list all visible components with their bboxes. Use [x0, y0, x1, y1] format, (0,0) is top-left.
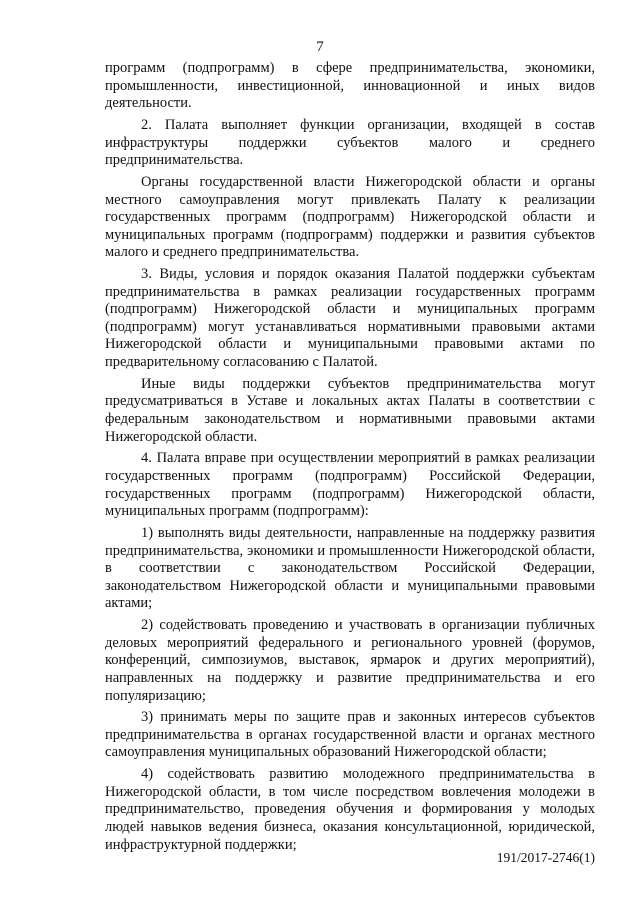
paragraph: 3) принимать меры по защите прав и законных интересов субъектов предпринимательства в органах государственной власти и органах местного самоуправления муниципальных образований Нижегородской области;: [105, 709, 595, 761]
paragraph: программ (подпрограмм) в сфере предпринимательства, экономики, промышленности, инвестиционной, инновационной и иных видов деятельности.: [105, 60, 595, 112]
paragraph: Органы государственной власти Нижегородской области и органы местного самоуправления могут привлекать Палату к реализации государственных программ (подпрограмм) Нижегородской области и муниципальных программ (подпрограмм) поддержки и развития субъектов малого и среднего предпринимательства.: [105, 173, 595, 261]
document-id: 191/2017-2746(1): [496, 850, 595, 865]
page-number: 7: [316, 39, 324, 55]
paragraph: 4) содействовать развитию молодежного предпринимательства в Нижегородской области, в том числе посредством вовлечения молодежи в предпринимательство, проведения обучения и формирования у молодых людей навыков ведения бизнеса, оказания консультационной, юридической, инфраструктурной поддержки;: [105, 766, 595, 853]
document-body: [105, 60, 595, 858]
paragraph: 3. Виды, условия и порядок оказания Палатой поддержки субъектам предпринимательства в рамках реализации государственных программ (подпрограмм) Нижегородской области и муниципальных программ (подпрограмм) могут устанавливаться нормативными правовыми актами Нижегородской области и муниципальными правовыми актами по предварительному согласованию с Палатой.: [105, 266, 595, 371]
paragraph: 2) содействовать проведению и участвовать в организации публичных деловых мероприятий федерального и регионального уровней (форумов, конференций, симпозиумов, выставок, ярмарок и других мероприятий), направленных на поддержку и развитие предпринимательства и его популяризацию;: [105, 617, 595, 704]
paragraph: 1) выполнять виды деятельности, направленные на поддержку развития предпринимательства, экономики и промышленности Нижегородской области, в соответствии с законодательством Российской Федерации, законодательством Нижегородской области и муниципальными правовыми актами;: [105, 524, 595, 612]
paragraph: 2. Палата выполняет функции организации, входящей в состав инфраструктуры поддержки субъектов малого и среднего предпринимательства.: [105, 116, 595, 169]
paragraph: 4. Палата вправе при осуществлении мероприятий в рамках реализации государственных программ (подпрограмм) Российской Федерации, государственных программ (подпрограмм) Нижегородской области, муниципальных программ (подпрограмм):: [105, 450, 595, 520]
paragraph: Иные виды поддержки субъектов предпринимательства могут предусматриваться в Уставе и локальных актах Палаты в соответствии с федеральным законодательством и нормативными правовыми актами Нижегородской области.: [105, 375, 595, 445]
